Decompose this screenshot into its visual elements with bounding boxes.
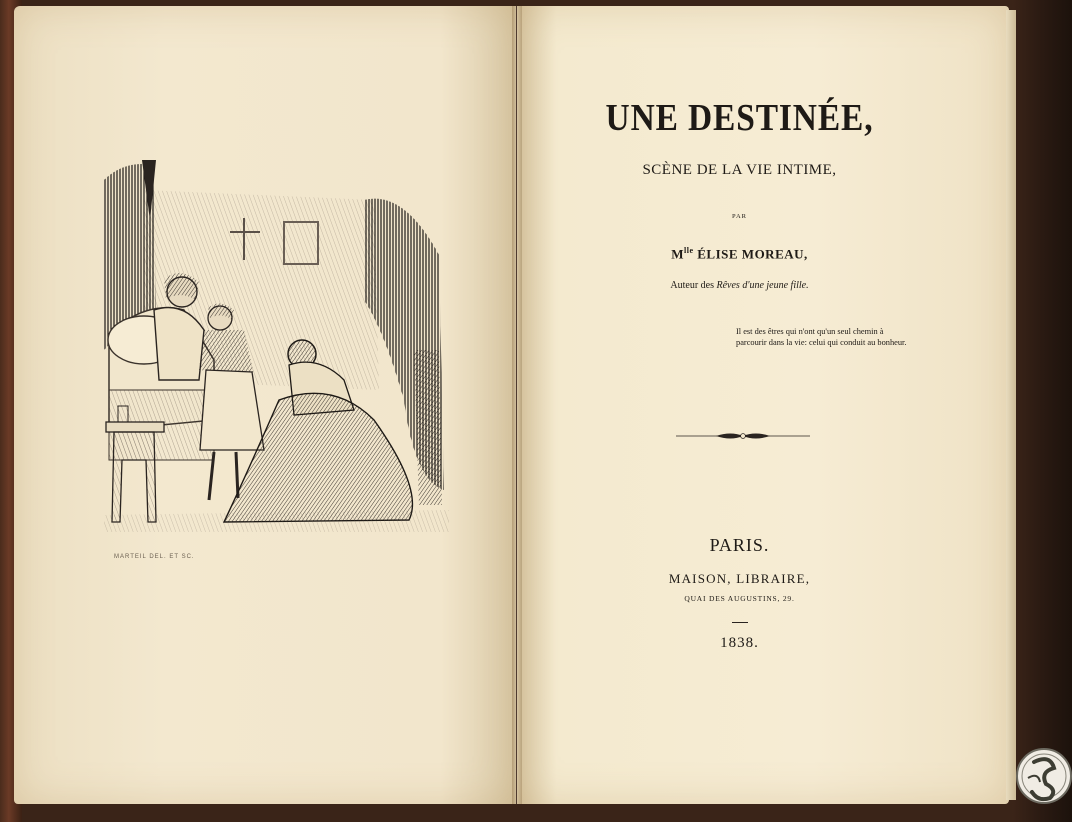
publisher-address: QUAI DES AUGUSTINS, 29. [684, 594, 795, 603]
by-label: PAR [731, 213, 748, 220]
author-prefix: M [671, 246, 684, 262]
author-note-work: Rêves d'une jeune fille. [716, 280, 809, 291]
frontispiece-engraving [104, 160, 449, 532]
book-gutter [512, 6, 522, 804]
dealer-seal-stamp [1010, 732, 1072, 816]
plate-caption: MARTEIL DEL. ET SC. [114, 554, 195, 560]
author-name: ÉLISE MOREAU, [697, 246, 808, 262]
page-edges [1006, 10, 1016, 800]
ornament-divider [676, 430, 810, 442]
publisher: MAISON, LIBRAIRE, [668, 571, 811, 586]
author-note [517, 280, 962, 291]
short-rule [732, 622, 748, 623]
publication-year: 1838. [720, 635, 759, 651]
book-binding-right [1012, 0, 1072, 822]
author-prefix-sup: lle [684, 246, 694, 255]
author-line [517, 246, 962, 262]
publication-city: PARIS. [709, 535, 770, 555]
epigraph: Il est des êtres qui n'ont qu'un seul chemin à parcourir dans la vie: celui qui conduit au bonheur. [736, 327, 907, 347]
author-note-prefix: Auteur des [670, 280, 714, 291]
book-title: UNE DESTINÉE, [605, 97, 874, 139]
book-subtitle: SCÈNE DE LA VIE INTIME, [642, 162, 837, 178]
